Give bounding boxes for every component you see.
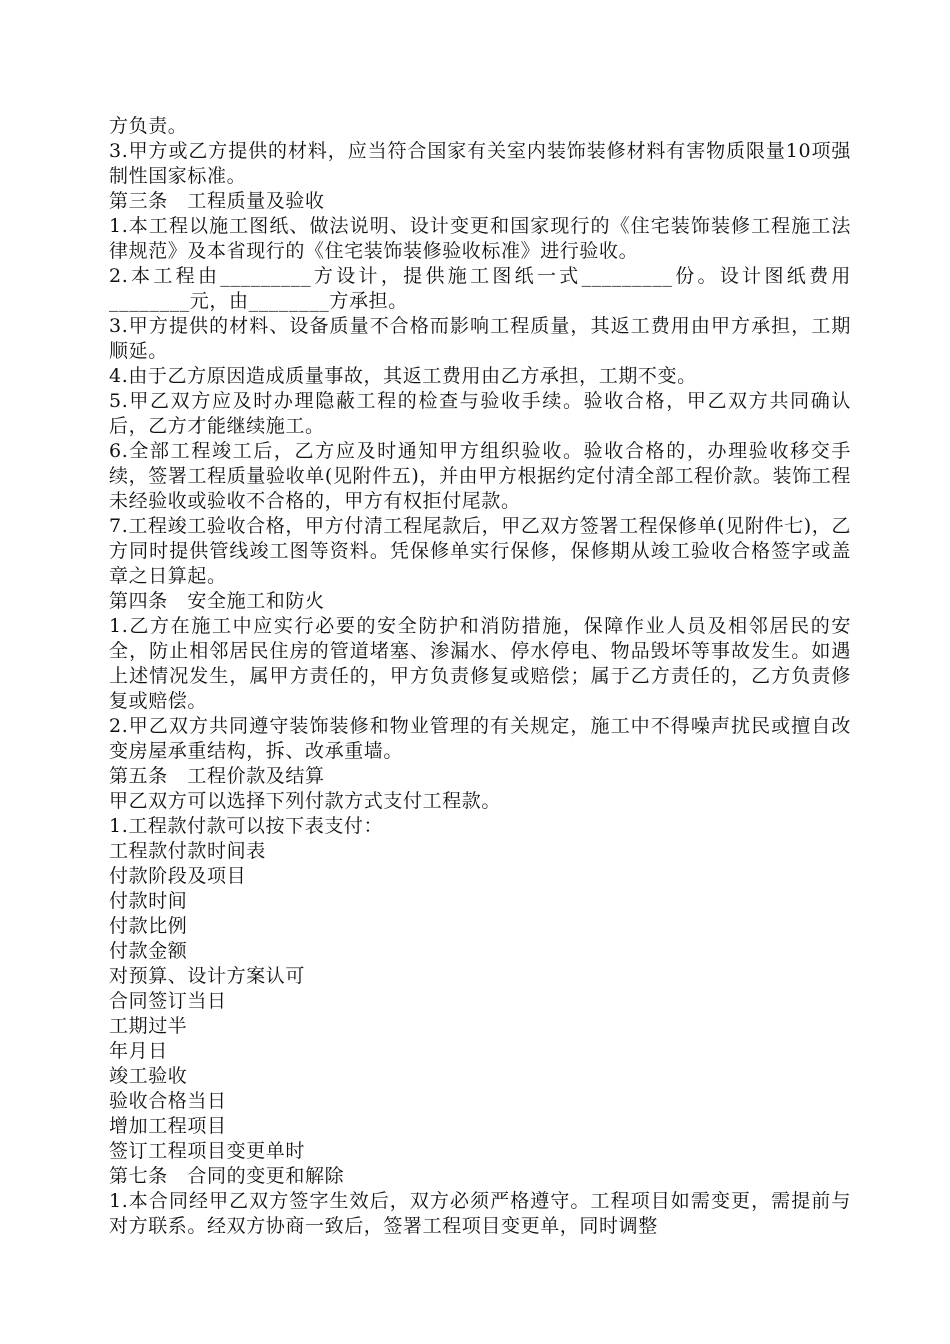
- payment-table-cell: 增加工程项目: [109, 1115, 227, 1137]
- article-7-heading: 第七条 合同的变更和解除: [109, 1165, 345, 1187]
- payment-table-cell: 年月日: [109, 1040, 168, 1062]
- paragraph-continuation: 方负责。: [109, 115, 188, 137]
- payment-table-cell: 竣工验收: [109, 1065, 188, 1087]
- payment-table-cell: 合同签订当日: [109, 990, 227, 1012]
- payment-table-cell: 付款时间: [109, 890, 188, 912]
- article-5-heading: 第五条 工程价款及结算: [109, 765, 325, 787]
- article-3-item-1: 1.本工程以施工图纸、做法说明、设计变更和国家现行的《住宅装饰装修工程施工法律规范》及本省现行的《住宅装饰装修验收标准》进行验收。: [109, 215, 851, 262]
- article-3-item-6: 6.全部工程竣工后，乙方应及时通知甲方组织验收。验收合格的，办理验收移交手续，签署工程质量验收单(见附件五)，并由甲方根据约定付清全部工程价款。装饰工程未经验收或验收不合格的，甲方有权拒付尾款。: [109, 440, 851, 512]
- payment-table-title: 工程款付款时间表: [109, 840, 266, 862]
- article-4-item-2: 2.甲乙双方共同遵守装饰装修和物业管理的有关规定，施工中不得噪声扰民或擅自改变房屋承重结构，拆、改承重墙。: [109, 715, 851, 762]
- article-5-intro: 甲乙双方可以选择下列付款方式支付工程款。: [109, 790, 502, 812]
- paragraph-materials-standard: 3.甲方或乙方提供的材料，应当符合国家有关室内装饰装修材料有害物质限量10项强制性国家标准。: [109, 140, 851, 187]
- article-3-item-7: 7.工程竣工验收合格，甲方付清工程尾款后，甲乙双方签署工程保修单(见附件七)，乙方同时提供管线竣工图等资料。凭保修单实行保修，保修期从竣工验收合格签字或盖章之日算起。: [109, 515, 851, 587]
- payment-table-cell: 付款比例: [109, 915, 188, 937]
- payment-table-cell: 工期过半: [109, 1015, 188, 1037]
- payment-table-cell: 签订工程项目变更单时: [109, 1140, 306, 1162]
- article-3-heading: 第三条 工程质量及验收: [109, 190, 325, 212]
- payment-table-cell: 付款金额: [109, 940, 188, 962]
- article-4-heading: 第四条 安全施工和防火: [109, 590, 325, 612]
- article-3-item-4: 4.由于乙方原因造成质量事故，其返工费用由乙方承担，工期不变。: [109, 365, 697, 387]
- article-5-item-1: 1.工程款付款可以按下表支付：: [109, 815, 384, 837]
- article-4-item-1: 1.乙方在施工中应实行必要的安全防护和消防措施，保障作业人员及相邻居民的安全，防止相邻居民住房的管道堵塞、渗漏水、停水停电、物品毁坏等事故发生。如遇上述情况发生，属甲方责任的，甲方负责修复或赔偿；属于乙方责任的，乙方负责修复或赔偿。: [109, 615, 851, 712]
- payment-table-cell: 验收合格当日: [109, 1090, 227, 1112]
- article-7-item-1: 1.本合同经甲乙双方签字生效后，双方必须严格遵守。工程项目如需变更，需提前与对方联系。经双方协商一致后，签署工程项目变更单，同时调整: [109, 1190, 851, 1237]
- article-3-item-5: 5.甲乙双方应及时办理隐蔽工程的检查与验收手续。验收合格，甲乙双方共同确认后，乙方才能继续施工。: [109, 390, 851, 437]
- article-3-item-3: 3.甲方提供的材料、设备质量不合格而影响工程质量，其返工费用由甲方承担，工期顺延。: [109, 315, 851, 362]
- document-page: [109, 114, 851, 1239]
- article-3-item-2: 2.本工程由_________方设计，提供施工图纸一式_________份。设计图纸费用________元，由________方承担。: [109, 265, 851, 312]
- payment-table-cell: 付款阶段及项目: [109, 865, 247, 887]
- payment-table-cell: 对预算、设计方案认可: [109, 965, 306, 987]
